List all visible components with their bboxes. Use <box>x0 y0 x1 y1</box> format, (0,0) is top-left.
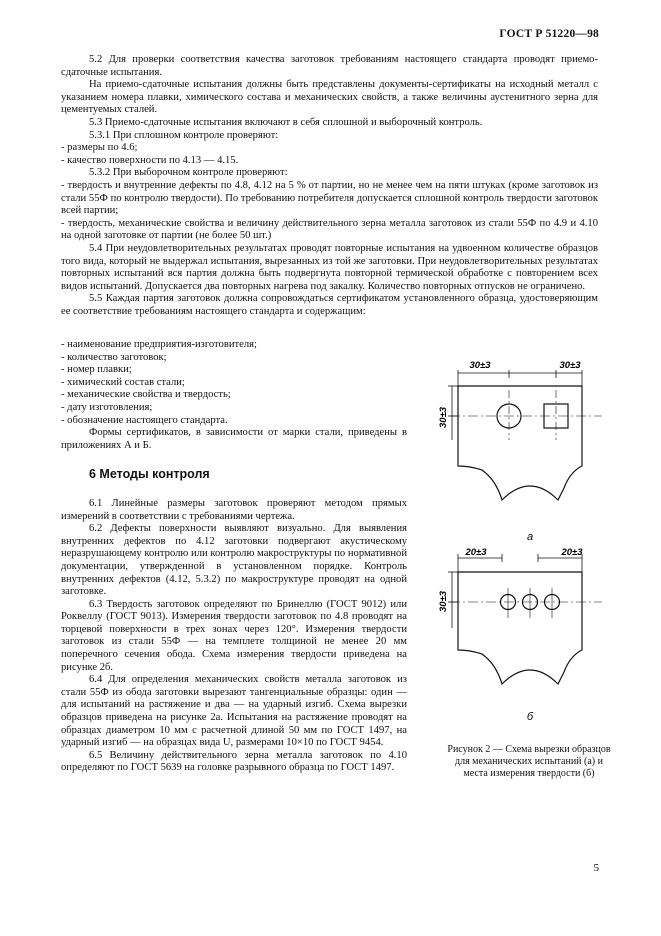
paragraph: 5.2 Для проверки соответствия качества заготовок требованиям настоящего стандарта проводят приемо-сдаточные испытания. <box>61 54 598 78</box>
dim-b-vert: 30±3 <box>438 590 449 612</box>
list-item: - количество заготовок; <box>61 351 167 363</box>
page-number: 5 <box>593 862 599 874</box>
dim-a-left: 30±3 <box>469 360 491 371</box>
dim-a-right: 30±3 <box>559 360 581 371</box>
paragraph: 5.4 При неудовлетворительных результатах проводят повторные испытания на удвоенном количестве образцов того вида, который не выдержал испытания, вырезанных из той же заготовки. При неудовлетворительных результатах повторных испытаний вся партия должна быть подвергнута повторной термической обработке с повторением всех видов испытаний. Допускается два повторных нагрева под закалку. Количество повторных отпусков не ограничено. <box>61 242 598 292</box>
text-block-top <box>61 54 598 318</box>
paragraph: 5.5 Каждая партия заготовок должна сопровождаться сертификатом установленного образца, удостоверяющим ее соответствие требованиям настоящего стандарта и содержащим: <box>61 293 598 317</box>
figure-2b <box>448 554 602 684</box>
paragraph: На приемо-сдаточные испытания должны быть представлены документы-сертификаты на исходный металл с указанием номера плавки, химического состава и механических свойств, а также величины аустенитного зерна для цементуемых сталей. <box>61 79 598 116</box>
document-header: ГОСТ Р 51220—98 <box>499 28 599 40</box>
paragraph: 5.3 Приемо-сдаточные испытания включают в себя сплошной и выборочный контроль. <box>89 116 483 128</box>
list-item: - обозначение настоящего стандарта. <box>61 414 228 426</box>
dim-b-right: 20±3 <box>561 547 583 558</box>
list-item: - размеры по 4.6; <box>61 142 138 154</box>
paragraph: 6.1 Линейные размеры заготовок проверяют методом прямых измерений в соответствии с требованиями чертежа. <box>61 497 407 522</box>
text-block-left <box>61 339 407 775</box>
list-item: - номер плавки; <box>61 364 132 376</box>
dim-a-vert: 30±3 <box>438 406 449 428</box>
list-item: - механические свойства и твердость; <box>61 389 231 401</box>
paragraph: 6.2 Дефекты поверхности выявляют визуально. Для выявления внутренних дефектов по 4.12 заготовки подвергают акустическому неразрушающему контролю или контролю макроструктуры по нормативной документации, утвержденной в установленном порядке. Контроль внутренних дефектов (4.12, 5.3.2) по макроструктуре проводят на одной заготовке. <box>61 523 407 598</box>
paragraph: 5.3.1 При сплошном контроле проверяют: <box>89 129 279 141</box>
list-item: - химический состав стали; <box>61 376 185 388</box>
figure-2 <box>430 350 610 720</box>
paragraph: 6.5 Величину действительного зерна металла заготовок по 4.10 определяют по ГОСТ 5639 на головке разрывного образца по ГОСТ 1497. <box>61 749 407 774</box>
paragraph: 6.4 Для определения механических свойств металла заготовок из стали 55Ф из обода заготовки вырезают тангенциальные образцы: один — для испытаний на растяжение и два — на ударный изгиб. Схема вырезки образцов приведена на рисунке 2а. Испытания на растяжение проводят на образцах диаметром 10 мм с расчетной длиной 50 мм по ГОСТ 1497, на ударный изгиб — на образцах вида U, размерами 10×10 по ГОСТ 9454. <box>61 674 407 749</box>
paragraph: 6.3 Твердость заготовок определяют по Бринеллю (ГОСТ 9012) или Роквеллу (ГОСТ 9013). Измерения твердости заготовок по 4.8 проводят на торцевой поверхности в трех зонах через 120°. Измерения твердости заготовок из стали 55Ф — на темплете толщиной не менее 20 мм поперечного сечения обода. Схема измерения твердости приведена на рисунке 2б. <box>61 598 407 673</box>
list-item: - дату изготовления; <box>61 401 153 413</box>
paragraph: Формы сертификатов, в зависимости от марки стали, приведены в приложениях А и Б. <box>61 427 407 451</box>
list-item: - качество поверхности по 4.13 — 4.15. <box>61 154 239 166</box>
list-item: - твердость и внутренние дефекты по 4.8, 4.12 на 5 % от партии, но не менее чем на пяти штуках (кроме заготовок из стали 55Ф по контролю твердости). По требованию потребителя допускается сплошной контроль твердости заготовок всей партии; <box>61 179 598 217</box>
figure-label-a: а <box>526 531 534 543</box>
figure-label-b: б <box>526 711 534 720</box>
figure-2a <box>448 370 602 500</box>
dim-b-left: 20±3 <box>465 547 487 558</box>
list-item: - наименование предприятия-изготовителя; <box>61 339 257 350</box>
list-item: - твердость, механические свойства и величину действительного зерна металла заготовок из стали 55Ф по 4.9 и 4.10 на одной заготовке от партии (не более 50 шт.) <box>61 217 598 242</box>
paragraph: 5.3.2 При выборочном контроле проверяют: <box>89 167 288 179</box>
section-heading: 6 Методы контроля <box>89 467 210 482</box>
figure-caption: Рисунок 2 — Схема вырезки образцов для механических испытаний (а) и места измерения твердости (б) <box>447 744 611 779</box>
